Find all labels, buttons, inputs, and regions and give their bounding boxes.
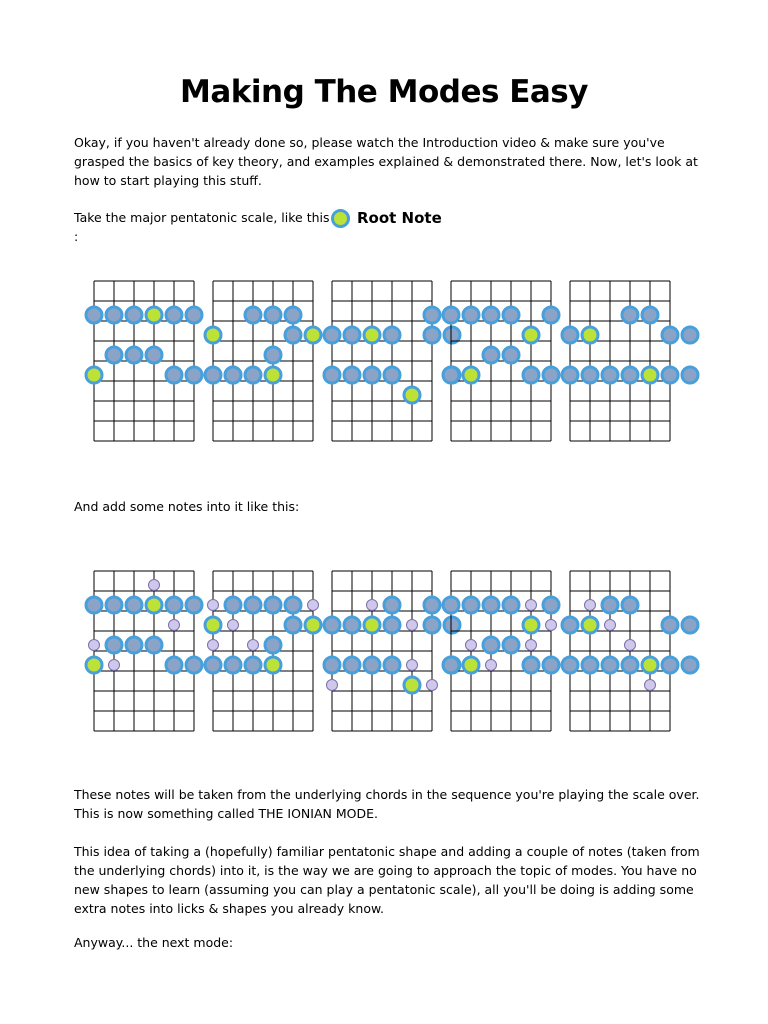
added-note-dot bbox=[625, 640, 636, 651]
scale-note-dot bbox=[682, 657, 698, 673]
scale-note-dot bbox=[186, 597, 202, 613]
scale-note-dot bbox=[562, 617, 578, 633]
scale-note-dot bbox=[562, 327, 578, 343]
added-note-dot bbox=[605, 620, 616, 631]
root-note-dot bbox=[86, 367, 102, 383]
scale-note-dot bbox=[543, 307, 559, 323]
scale-note-dot bbox=[245, 657, 261, 673]
added-note-dot bbox=[89, 640, 100, 651]
scale-note-dot bbox=[602, 597, 618, 613]
root-note-dot bbox=[523, 327, 539, 343]
added-note-dot bbox=[526, 600, 537, 611]
root-note-dot bbox=[364, 327, 380, 343]
added-note-dot bbox=[526, 640, 537, 651]
scale-note-dot bbox=[622, 367, 638, 383]
added-note-dot bbox=[327, 680, 338, 691]
root-note-dot bbox=[642, 657, 658, 673]
scale-note-dot bbox=[265, 597, 281, 613]
scale-note-dot bbox=[662, 327, 678, 343]
scale-note-dot bbox=[166, 307, 182, 323]
scale-note-dot bbox=[483, 597, 499, 613]
scale-note-dot bbox=[344, 617, 360, 633]
scale-note-dot bbox=[483, 637, 499, 653]
scale-note-dot bbox=[285, 617, 301, 633]
fretboard-diagram bbox=[324, 571, 460, 731]
root-note-dot bbox=[523, 617, 539, 633]
root-note-dot bbox=[463, 657, 479, 673]
scale-note-dot bbox=[642, 307, 658, 323]
root-note-dot bbox=[205, 617, 221, 633]
scale-note-dot bbox=[443, 367, 459, 383]
ionian-diagrams bbox=[0, 565, 768, 735]
scale-note-dot bbox=[146, 347, 162, 363]
scale-note-dot bbox=[344, 367, 360, 383]
scale-note-dot bbox=[324, 327, 340, 343]
added-note-dot bbox=[169, 620, 180, 631]
scale-note-dot bbox=[503, 597, 519, 613]
root-note-dot bbox=[404, 677, 420, 693]
scale-note-dot bbox=[682, 617, 698, 633]
scale-note-dot bbox=[463, 307, 479, 323]
root-note-dot bbox=[205, 327, 221, 343]
scale-note-dot bbox=[106, 347, 122, 363]
scale-note-dot bbox=[424, 597, 440, 613]
scale-note-dot bbox=[205, 657, 221, 673]
scale-note-dot bbox=[384, 327, 400, 343]
root-note-dot bbox=[265, 657, 281, 673]
scale-note-dot bbox=[285, 327, 301, 343]
scale-note-dot bbox=[562, 657, 578, 673]
scale-note-dot bbox=[126, 307, 142, 323]
scale-note-dot bbox=[384, 597, 400, 613]
scale-note-dot bbox=[106, 637, 122, 653]
scale-note-dot bbox=[225, 367, 241, 383]
scale-note-dot bbox=[424, 307, 440, 323]
fretboard-diagram bbox=[205, 571, 321, 731]
fretboard-diagram bbox=[443, 281, 559, 441]
scale-note-dot bbox=[443, 597, 459, 613]
scale-note-dot bbox=[146, 637, 162, 653]
root-note-dot bbox=[463, 367, 479, 383]
root-note-dot bbox=[404, 387, 420, 403]
scale-note-dot bbox=[186, 367, 202, 383]
intro-paragraph: Okay, if you haven't already done so, please watch the Introduction video & make sure you've grasped the basics of key theory, and examples explained & demonstrated there. Now, let's look at how to start playing this stuff. bbox=[74, 135, 698, 188]
scale-note-dot bbox=[424, 327, 440, 343]
fretboard-diagram bbox=[562, 281, 698, 441]
fretboard-diagram bbox=[205, 281, 321, 441]
scale-note-dot bbox=[225, 657, 241, 673]
scale-note-dot bbox=[205, 367, 221, 383]
scale-note-dot bbox=[463, 597, 479, 613]
root-note-dot bbox=[582, 327, 598, 343]
scale-note-dot bbox=[245, 307, 261, 323]
scale-note-dot bbox=[622, 657, 638, 673]
scale-note-dot bbox=[682, 367, 698, 383]
scale-note-dot bbox=[602, 367, 618, 383]
take-paragraph: Take the major pentatonic scale, like this : bbox=[74, 210, 330, 244]
root-note-label: Root Note bbox=[357, 209, 442, 227]
scale-note-dot bbox=[245, 597, 261, 613]
approach-paragraph: This idea of taking a (hopefully) familiar pentatonic shape and adding a couple of notes (taken from the underlying chords) into it, is the way we are going to approach the topic of modes. You have no new shapes to learn (assuming you can play a pentatonic scale), all you'll be doing is adding some extra notes into licks & shapes you already know. bbox=[74, 844, 700, 916]
scale-note-dot bbox=[166, 657, 182, 673]
added-note-dot bbox=[367, 600, 378, 611]
scale-note-dot bbox=[186, 307, 202, 323]
scale-note-dot bbox=[324, 367, 340, 383]
scale-note-dot bbox=[443, 307, 459, 323]
scale-note-dot bbox=[126, 637, 142, 653]
fretboard-diagram bbox=[562, 571, 698, 731]
scale-note-dot bbox=[106, 597, 122, 613]
scale-note-dot bbox=[126, 347, 142, 363]
scale-note-dot bbox=[662, 617, 678, 633]
scale-note-dot bbox=[582, 657, 598, 673]
page-title: Making The Modes Easy bbox=[180, 74, 588, 110]
scale-note-dot bbox=[324, 617, 340, 633]
scale-note-dot bbox=[662, 367, 678, 383]
scale-note-dot bbox=[503, 637, 519, 653]
next-mode-paragraph: Anyway... the next mode: bbox=[74, 935, 234, 950]
root-note-dot bbox=[265, 367, 281, 383]
scale-note-dot bbox=[543, 367, 559, 383]
added-note-dot bbox=[208, 640, 219, 651]
scale-note-dot bbox=[86, 307, 102, 323]
fretboard-diagram bbox=[443, 571, 559, 731]
ionian-explanation-paragraph: These notes will be taken from the underlying chords in the sequence you're playing the scale over. This is now something called THE IONIAN MODE. bbox=[74, 787, 700, 821]
scale-note-dot bbox=[324, 657, 340, 673]
scale-note-dot bbox=[166, 367, 182, 383]
added-note-dot bbox=[149, 580, 160, 591]
root-note-dot bbox=[305, 327, 321, 343]
added-note-dot bbox=[407, 620, 418, 631]
added-note-dot bbox=[427, 680, 438, 691]
root-note-dot bbox=[642, 367, 658, 383]
added-note-dot bbox=[308, 600, 319, 611]
scale-note-dot bbox=[384, 367, 400, 383]
scale-note-dot bbox=[384, 657, 400, 673]
added-note-dot bbox=[486, 660, 497, 671]
added-note-dot bbox=[645, 680, 656, 691]
add-notes-paragraph: And add some notes into it like this: bbox=[74, 499, 300, 514]
root-note-dot-icon bbox=[331, 209, 350, 228]
scale-note-dot bbox=[602, 657, 618, 673]
scale-note-dot bbox=[344, 657, 360, 673]
scale-note-dot bbox=[543, 597, 559, 613]
root-note-dot bbox=[305, 617, 321, 633]
added-note-dot bbox=[466, 640, 477, 651]
scale-note-dot bbox=[384, 617, 400, 633]
scale-note-dot bbox=[106, 307, 122, 323]
scale-note-dot bbox=[443, 657, 459, 673]
added-note-dot bbox=[585, 600, 596, 611]
pentatonic-diagrams bbox=[0, 275, 768, 445]
scale-note-dot bbox=[424, 617, 440, 633]
scale-note-dot bbox=[543, 657, 559, 673]
scale-note-dot bbox=[265, 637, 281, 653]
scale-note-dot bbox=[265, 307, 281, 323]
added-note-dot bbox=[407, 660, 418, 671]
scale-note-dot bbox=[344, 327, 360, 343]
scale-note-dot bbox=[285, 597, 301, 613]
scale-note-dot bbox=[483, 347, 499, 363]
root-note-dot bbox=[364, 617, 380, 633]
fretboard-diagram bbox=[324, 281, 460, 441]
fretboard-diagram bbox=[86, 281, 202, 441]
scale-note-dot bbox=[662, 657, 678, 673]
scale-note-dot bbox=[364, 367, 380, 383]
scale-note-dot bbox=[86, 597, 102, 613]
added-note-dot bbox=[208, 600, 219, 611]
scale-note-dot bbox=[523, 367, 539, 383]
scale-note-dot bbox=[483, 307, 499, 323]
scale-note-dot bbox=[622, 307, 638, 323]
scale-note-dot bbox=[682, 327, 698, 343]
scale-note-dot bbox=[503, 347, 519, 363]
root-note-dot bbox=[86, 657, 102, 673]
root-note-legend bbox=[331, 207, 442, 229]
scale-note-dot bbox=[562, 367, 578, 383]
root-note-dot bbox=[582, 617, 598, 633]
scale-note-dot bbox=[285, 307, 301, 323]
added-note-dot bbox=[109, 660, 120, 671]
scale-note-dot bbox=[582, 367, 598, 383]
scale-note-dot bbox=[225, 597, 241, 613]
root-note-dot bbox=[146, 597, 162, 613]
scale-note-dot bbox=[245, 367, 261, 383]
scale-note-dot bbox=[364, 657, 380, 673]
scale-note-dot bbox=[622, 597, 638, 613]
scale-note-dot bbox=[186, 657, 202, 673]
scale-note-dot bbox=[523, 657, 539, 673]
scale-note-dot bbox=[126, 597, 142, 613]
scale-note-dot bbox=[265, 347, 281, 363]
added-note-dot bbox=[546, 620, 557, 631]
added-note-dot bbox=[228, 620, 239, 631]
added-note-dot bbox=[248, 640, 259, 651]
root-note-dot bbox=[146, 307, 162, 323]
scale-note-dot bbox=[166, 597, 182, 613]
scale-note-dot bbox=[503, 307, 519, 323]
fretboard-diagram bbox=[86, 571, 202, 731]
